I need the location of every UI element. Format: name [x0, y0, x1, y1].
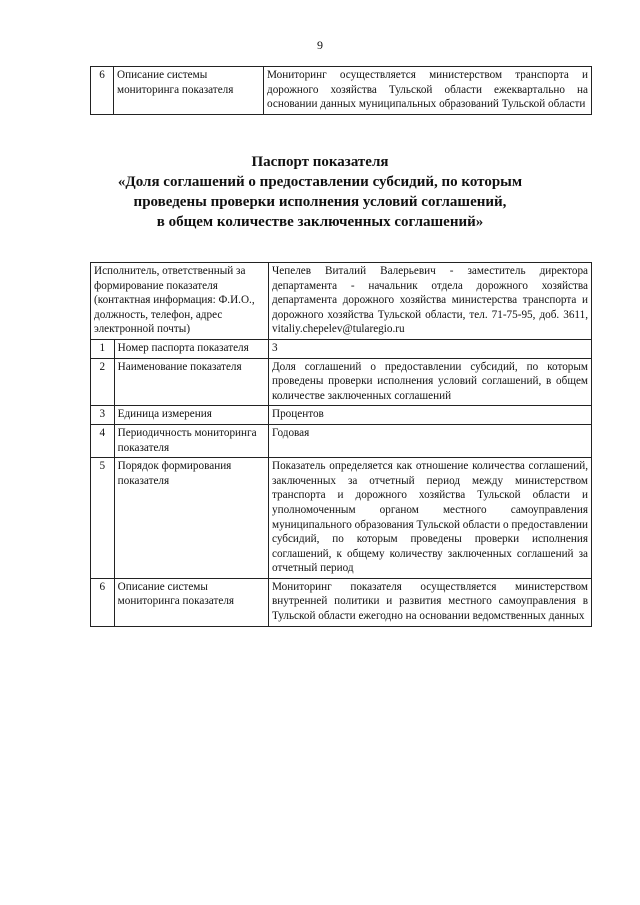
- table-row: [91, 339, 592, 358]
- row-name: Порядок формирования показателя: [114, 458, 268, 579]
- row-name: Периодичность мониторинга показателя: [114, 424, 268, 457]
- table-row: [91, 578, 592, 626]
- row-number: 1: [91, 339, 115, 358]
- page-number: 9: [317, 38, 323, 52]
- passport-title: [60, 152, 580, 232]
- table-row: [91, 406, 592, 425]
- passport-title-line: проведены проверки исполнения условий соглашений,: [133, 194, 507, 210]
- table-row: [91, 358, 592, 406]
- responsible-value: Чепелев Виталий Валерьевич - заместитель директора департамента - начальник отдела дорожного хозяйства департамента дорожного хозяйства министерства транспорта и дорожного хозяйства Тульской области, тел. 71-75-95, доб. 3611, vitaliy.chepelev@tularegio.ru: [269, 263, 592, 340]
- table-row: [91, 67, 592, 115]
- row-value: Доля соглашений о предоставлении субсидий, по которым проведены проверки исполнения условий соглашений, в общем количестве заключенных соглашений: [269, 358, 592, 406]
- row-name: Описание системы мониторинга показателя: [114, 578, 268, 626]
- table-row: [91, 424, 592, 457]
- row-name: Наименование показателя: [114, 358, 268, 406]
- table-header-row: [91, 263, 592, 340]
- monitoring-table-top: [90, 66, 592, 115]
- row-name: Номер паспорта показателя: [114, 339, 268, 358]
- row-number: 6: [91, 578, 115, 626]
- passport-title-line: «Доля соглашений о предоставлении субсидий, по которым: [117, 174, 523, 190]
- row-number: 4: [91, 424, 115, 457]
- row-value: Процентов: [269, 406, 592, 425]
- row-value: Мониторинг показателя осуществляется министерством внутренней политики и развития местного самоуправления в Тульской области ежегодно на основании ведомственных данных: [269, 578, 592, 626]
- passport-table: [90, 262, 592, 627]
- row-number: 3: [91, 406, 115, 425]
- row-value: Мониторинг осуществляется министерством транспорта и дорожного хозяйства Тульской области ежеквартально на основании данных муниципальных образований Тульской области: [264, 67, 592, 115]
- row-value: 3: [269, 339, 592, 358]
- passport-title-line: Паспорт показателя: [251, 154, 389, 170]
- passport-title-line: в общем количестве заключенных соглашений»: [156, 214, 484, 230]
- table-row: [91, 458, 592, 579]
- row-name: Единица измерения: [114, 406, 268, 425]
- row-value: Показатель определяется как отношение количества соглашений, заключенных за отчетный период между министерством транспорта и дорожного хозяйства Тульской области и уполномоченным органом местного самоуправления муниципального образования Тульской области о предоставлении субсидий, по которым проведены проверки исполнения соглашений, к общему количеству заключенных соглашений за отчетный период: [269, 458, 592, 579]
- responsible-label: Исполнитель, ответственный за формирование показателя (контактная информация: Ф.И.О., должность, телефон, адрес электронной почты): [91, 263, 269, 340]
- row-value: Годовая: [269, 424, 592, 457]
- row-number: 6: [91, 67, 114, 115]
- row-name: Описание системы мониторинга показателя: [114, 67, 264, 115]
- row-number: 2: [91, 358, 115, 406]
- row-number: 5: [91, 458, 115, 579]
